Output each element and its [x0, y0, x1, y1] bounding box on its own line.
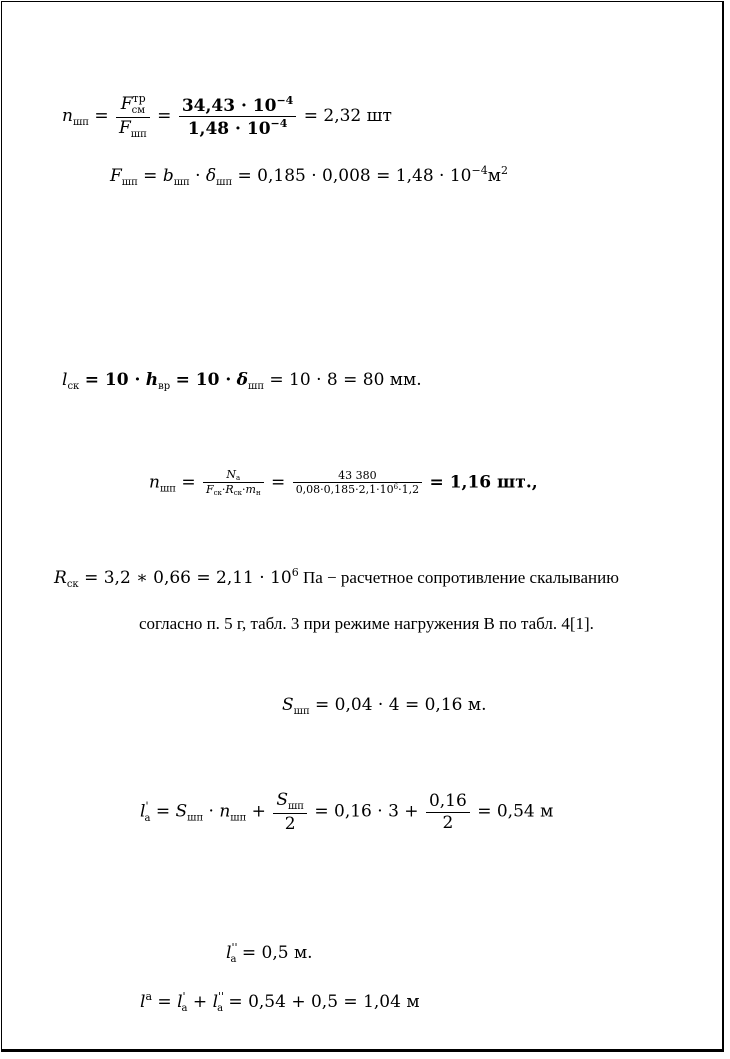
fraction-f-ratio: $F^{тр}_{см}$ $F_{шп}$ [116, 92, 150, 141]
equation-l-a-prime: $l'_a = S_{шп} \cdot n_{шп}$ + $S_{шп}$ 2 = 0,16 · 3 + $\frac{0,16}{2}$ = 0,54 м [140, 790, 554, 834]
fraction-s-over-2: $S_{шп}$ 2 [273, 790, 307, 834]
equation-l-a-double-prime: $l''_a = 0,5$ м. [226, 941, 313, 965]
fraction-n-over-frm: $N_a$ $F_{ск}\cdot R_{ск}\cdot m_н$ [203, 468, 264, 498]
equation-s-shp: $S_{шп} = 0,04 \cdot 4 = 0,16$ м. [282, 695, 487, 717]
fraction-values-shear: $\frac{43 380}{0,08\cdot 0,185\cdot 2,1\cdot 10^6\cdot 1,2}$ [293, 469, 422, 496]
document-page [1, 1, 724, 1052]
equation-l-sk: $l_{ск} = 10 \cdot h_{вр} = 10 \cdot \delta_{шп} = 10 \cdot 8 = 80$ мм. [62, 370, 422, 392]
equation-n-shp-shear: $n_{шп}$ = $N_a$ $F_{ск}\cdot R_{ск}\cdot m_н$ = $\frac{43 380}{0,08\cdot 0,185\cdot 2,1\cdot 10^6\cdot 1,2}$ = 1,16 шт., [149, 468, 538, 498]
equation-r-sk: $R_{ск} = 3,2$ ∗ $0,66 = 2,11 \cdot 10^6$ Па − расчетное сопротивление скалыванию [54, 566, 619, 590]
fraction-016-over-2: $\frac{0,16}{2}$ [426, 791, 470, 833]
equation-f-shp: $F_{шп} = b_{шп} \cdot \delta_{шп} = 0,185 \cdot 0,008 = 1,48 \cdot 10^{-4}м^2$ [110, 164, 508, 188]
fraction-values: $\frac{34,43 \cdot 10^{-4}}{1,48 \cdot 10^{-4}}$ [179, 94, 297, 140]
equation-l-a-total: $l^a = l'_a + l''_a = 0,54 + 0,5 = 1,04$ м [140, 990, 420, 1014]
reference-note: согласно п. 5 г, табл. 3 при режиме нагружения В по табл. 4[1]. [139, 614, 594, 633]
equation-n-shp-count: $n_{шп}$ = $F^{тр}_{см}$ $F_{шп}$ = $\frac{34,43 \cdot 10^{-4}}{1,48 \cdot 10^{-4}}$ = 2,32 шт [62, 92, 392, 140]
